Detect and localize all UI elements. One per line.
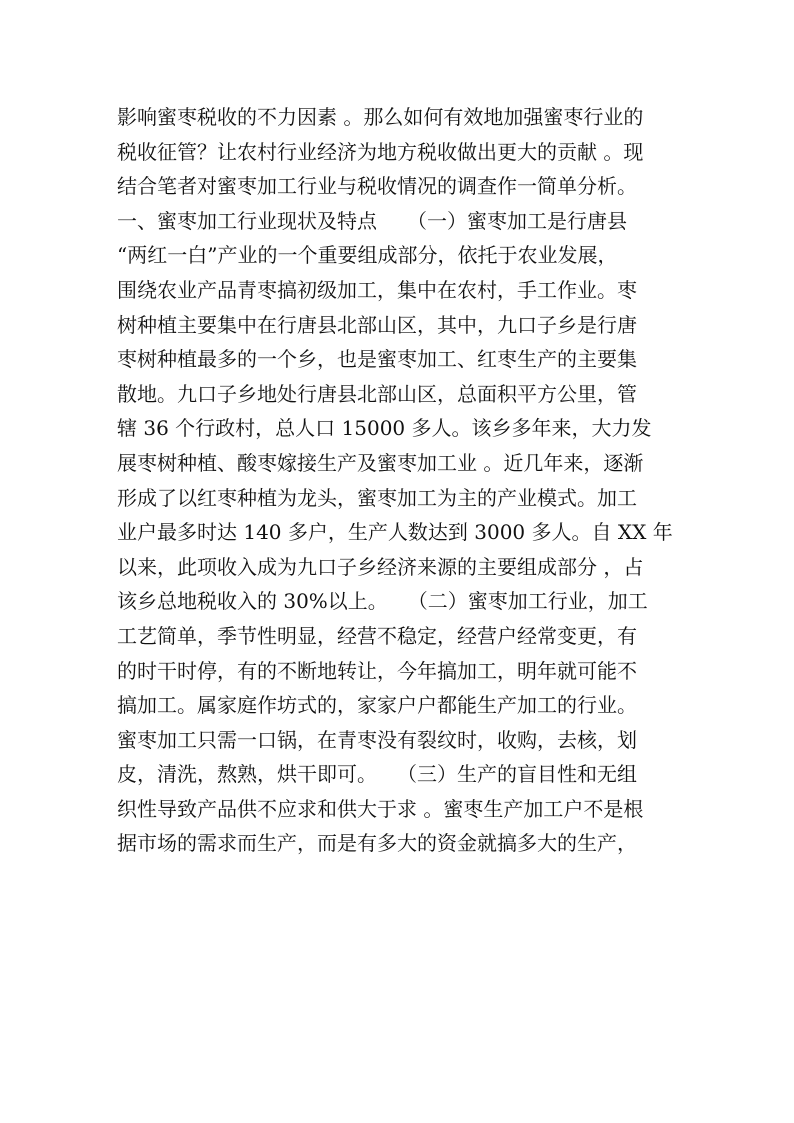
text-line: 围绕农业产品青枣搞初级加工，集中在农村，手工作业。枣 xyxy=(117,277,637,302)
text-line: 辖 36 个行政村，总人口 15000 多人。该乡多年来，大力发 xyxy=(117,416,652,441)
text-line: 树种植主要集中在行唐县北部山区，其中，九口子乡是行唐 xyxy=(117,312,637,337)
text-line: 影响蜜枣税收的不力因素 。那么如何有效地加强蜜枣行业的 xyxy=(117,105,644,129)
text-line: 皮，清洗，熬熟，烘干即可。 （三）生产的盲目性和无组 xyxy=(117,762,637,787)
text-line: 结合笔者对蜜枣加工行业与税收情况的调查作一简单分析。 xyxy=(117,174,637,199)
text-line: 的时干时停，有的不断地转让，今年搞加工，明年就可能不 xyxy=(117,658,637,683)
text-line: 搞加工。属家庭作坊式的，家家户户都能生产加工的行业。 xyxy=(117,693,637,718)
text-line: “两红一白”产业的一个重要组成部分，依托于农业发展， xyxy=(117,243,618,268)
text-line: 形成了以红枣种植为龙头，蜜枣加工为主的产业模式。加工 xyxy=(117,485,637,510)
text-line: 枣树种植最多的一个乡，也是蜜枣加工、红枣生产的主要集 xyxy=(117,347,637,372)
text-line: 展枣树种植、酸枣嫁接生产及蜜枣加工业 。近几年来，逐渐 xyxy=(117,450,644,475)
text-line: 以来，此项收入成为九口子乡经济来源的主要组成部分 ，占 xyxy=(117,554,644,579)
text-line: 工艺简单，季节性明显，经营不稳定，经营户经常变更，有 xyxy=(117,623,637,648)
text-line: 织性导致产品供不应求和供大于求 。蜜枣生产加工户不是根 xyxy=(117,796,644,821)
text-line: 据市场的需求而生产，而是有多大的资金就搞多大的生产， xyxy=(117,831,637,856)
text-line: 散地。九口子乡地处行唐县北部山区，总面积平方公里，管 xyxy=(117,381,637,406)
body-text xyxy=(117,100,697,861)
text-line: 一、蜜枣加工行业现状及特点 （一）蜜枣加工是行唐县 xyxy=(117,208,627,233)
text-line: 蜜枣加工只需一口锅，在青枣没有裂纹时，收购，去核，划 xyxy=(117,727,637,752)
text-line: 业户最多时达 140 多户，生产人数达到 3000 多人。自 XX 年 xyxy=(117,520,673,545)
text-line: 税收征管？让农村行业经济为地方税收做出更大的贡献 。现 xyxy=(117,139,644,164)
text-line: 该乡总地税收入的 30%以上。 （二）蜜枣加工行业，加工 xyxy=(117,589,648,614)
